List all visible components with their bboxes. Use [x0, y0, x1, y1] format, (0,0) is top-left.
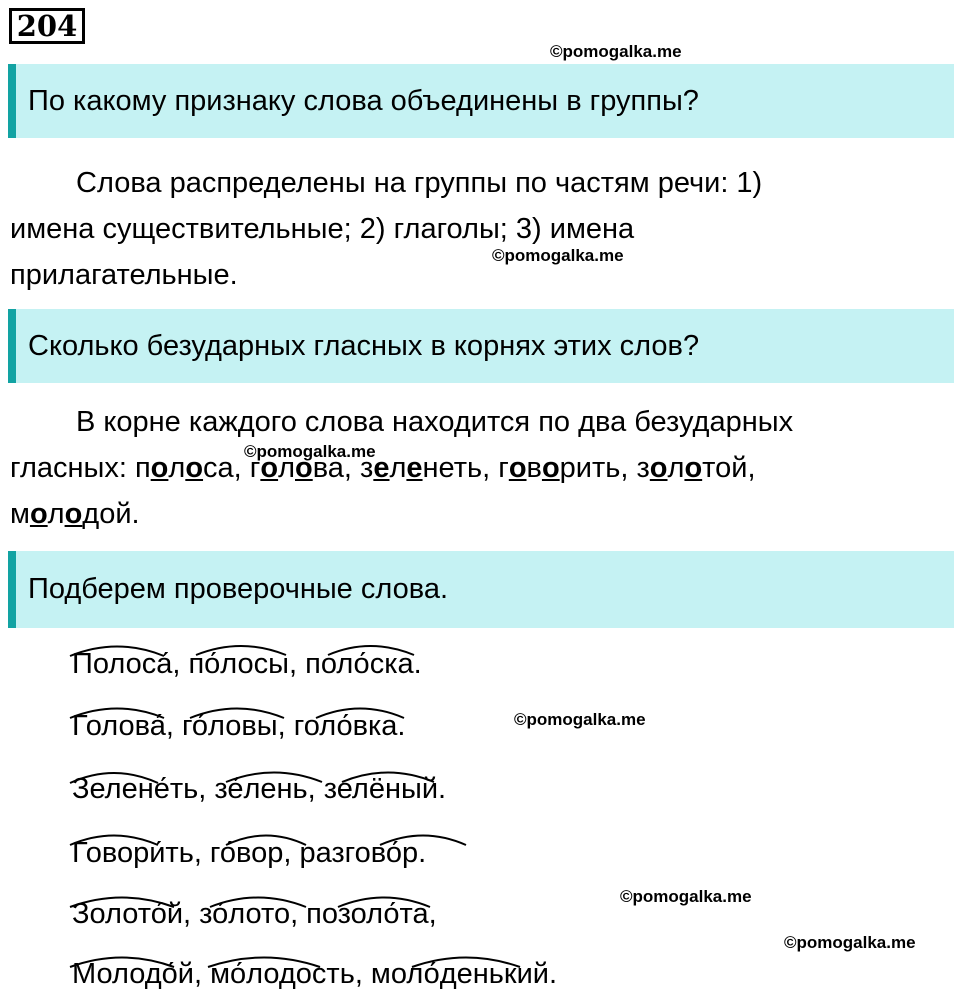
- unstressed-vowel: о: [541, 452, 560, 484]
- unstressed-vowel: е: [406, 452, 423, 484]
- watermark: ©pomogalka.me: [784, 933, 916, 952]
- check-words-row-5: Золото́й, зо́лото, позоло́та,: [72, 898, 437, 930]
- question-2-text: Сколько безударных гласных в корнях этих слов?: [28, 329, 700, 362]
- unstressed-vowel: о: [260, 452, 279, 484]
- root-arc: [196, 646, 286, 655]
- unstressed-vowel: о: [150, 452, 169, 484]
- check-words-row-2: Голова́, го́ловы, голо́вка.: [72, 710, 406, 742]
- text-segment: л: [389, 452, 407, 484]
- unstressed-vowel: о: [649, 452, 668, 484]
- answer-1-line-1: Слова распределены на группы по частям речи: 1): [76, 167, 763, 199]
- watermark: ©pomogalka.me: [514, 710, 646, 729]
- root-arc: [208, 958, 320, 968]
- watermark: ©pomogalka.me: [550, 42, 682, 61]
- unstressed-vowel: о: [684, 452, 703, 484]
- root-arc: [338, 898, 430, 908]
- text-segment: дой.: [82, 498, 140, 530]
- text-segment: са, г: [203, 452, 261, 484]
- text-segment: той,: [702, 452, 756, 484]
- question-1-text: По какому признаку слова объединены в группы?: [28, 84, 699, 117]
- root-arc: [70, 647, 164, 657]
- root-arc: [316, 709, 404, 719]
- unstressed-vowel: о: [185, 452, 204, 484]
- check-words-row-3: Зелене́ть, зе́лень, зелёный.: [72, 773, 447, 805]
- watermark: ©pomogalka.me: [492, 246, 624, 265]
- text-segment: неть, г: [422, 452, 509, 484]
- watermark: ©pomogalka.me: [620, 887, 752, 906]
- root-arc: [70, 773, 158, 783]
- root-arc: [380, 836, 466, 846]
- root-arc: [70, 898, 174, 908]
- text-segment: гласных: п: [10, 452, 151, 484]
- answer-1-line-3: прилагательные.: [10, 259, 238, 291]
- question-3-text: Подберем проверочные слова.: [28, 573, 449, 605]
- root-arc: [342, 773, 434, 783]
- root-arc: [226, 836, 306, 846]
- root-arc: [70, 836, 158, 846]
- text-segment: л: [168, 452, 186, 484]
- text-segment: м: [10, 498, 30, 530]
- root-arc: [70, 709, 164, 719]
- text-segment: ва, з: [312, 452, 374, 484]
- answer-1-line-2: имена существительные; 2) глаголы; 3) имена: [10, 213, 635, 245]
- unstressed-vowel: о: [64, 498, 83, 530]
- check-words-row-6: Молодо́й, мо́лодость, моло́денький.: [72, 958, 558, 990]
- root-arc: [226, 773, 322, 783]
- root-arc: [328, 646, 414, 655]
- unstressed-vowel: о: [508, 452, 527, 484]
- check-words-row-4: Говори́ть, го́вор, разгово́р.: [72, 837, 427, 869]
- root-arc: [190, 709, 284, 719]
- watermark: ©pomogalka.me: [244, 442, 376, 461]
- root-arc: [412, 958, 520, 968]
- unstressed-vowel: е: [373, 452, 390, 484]
- unstressed-vowel: о: [295, 452, 313, 484]
- text-segment: в: [526, 452, 542, 484]
- task-number: 204: [9, 8, 85, 44]
- text-segment: л: [278, 452, 295, 484]
- root-arc: [210, 898, 306, 908]
- root-arc: [70, 958, 174, 968]
- check-words-row-1: Полоса́, по́лосы, поло́ска.: [72, 648, 422, 680]
- text-segment: рить, з: [559, 452, 650, 484]
- answer-2-line-1: В корне каждого слова находится по два безударных: [76, 406, 794, 438]
- text-segment: л: [667, 452, 685, 484]
- text-segment: л: [47, 498, 65, 530]
- unstressed-vowel: о: [29, 498, 48, 530]
